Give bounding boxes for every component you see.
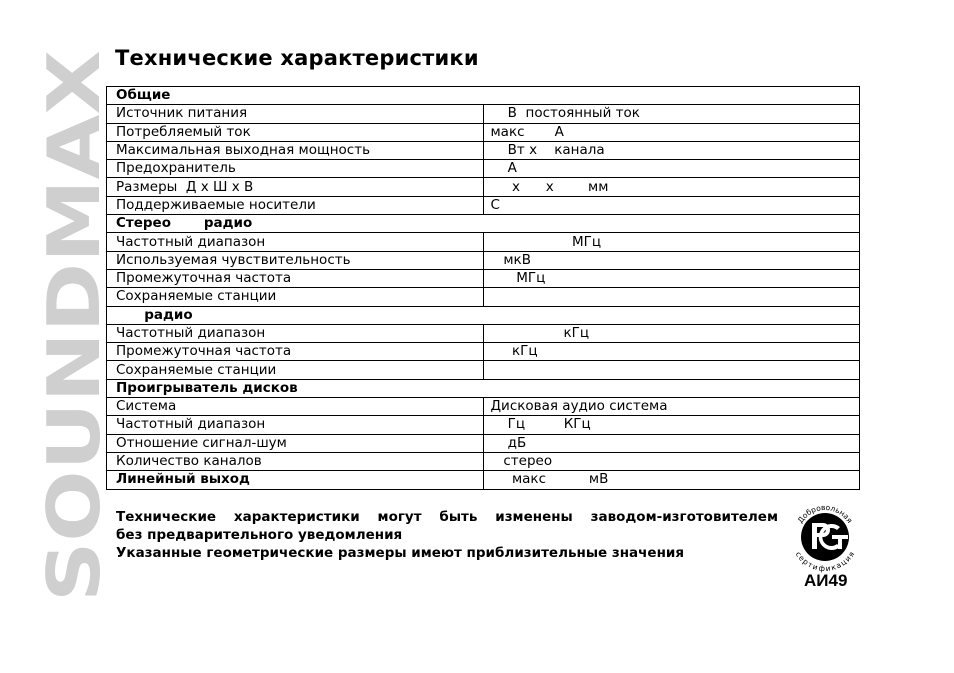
table-row (107, 233, 860, 251)
spec-label: Система (107, 398, 484, 416)
table-row (107, 269, 860, 287)
spec-label: Промежуточная частота (107, 343, 484, 361)
cert-code: АИ49 (804, 571, 848, 590)
page-title: Технические характеристики (115, 46, 479, 70)
spec-label: Промежуточная частота (107, 269, 484, 287)
spec-value: В постоянный ток (483, 105, 860, 123)
section-header-disc-player (107, 379, 860, 397)
table-row (107, 196, 860, 214)
spec-label: Максимальная выходная мощность (107, 141, 484, 159)
section-header-general (107, 87, 860, 105)
spec-value: макс А (483, 123, 860, 141)
table-row (107, 398, 860, 416)
table-row (107, 324, 860, 342)
table-row (107, 361, 860, 379)
section-title: Проигрыватель дисков (107, 379, 860, 397)
spec-value: С (483, 196, 860, 214)
spec-value: дБ (483, 434, 860, 452)
spec-label: Размеры Д х Ш х В (107, 178, 484, 196)
spec-label: Предохранитель (107, 160, 484, 178)
spec-value: мкВ (483, 251, 860, 269)
spec-label: Частотный диапазон (107, 416, 484, 434)
spec-value: стерео (483, 452, 860, 470)
section-title: Общие (107, 87, 860, 105)
table-row (107, 416, 860, 434)
spec-value: МГц (483, 233, 860, 251)
spec-label: Отношение сигнал-шум (107, 434, 484, 452)
section-title: радио (107, 306, 860, 324)
table-row (107, 288, 860, 306)
spec-label: Сохраняемые станции (107, 288, 484, 306)
spec-value: макс мВ (483, 471, 860, 489)
table-row (107, 123, 860, 141)
spec-value: кГц (483, 343, 860, 361)
spec-label: Используемая чувствительность (107, 251, 484, 269)
cert-top-text: Добровольная (795, 503, 855, 525)
note-line: Технические характеристики могут быть изменены заводом-изготовителем (116, 509, 778, 525)
notes (116, 508, 778, 562)
table-row-line-out (107, 471, 860, 489)
spec-value: кГц (483, 324, 860, 342)
spec-label: Сохраняемые станции (107, 361, 484, 379)
spec-value (483, 288, 860, 306)
spec-value: х х мм (483, 178, 860, 196)
table-row (107, 141, 860, 159)
spec-label: Источник питания (107, 105, 484, 123)
cert-bottom-text: сертификация (793, 549, 857, 574)
spec-value: МГц (483, 269, 860, 287)
spec-label: Линейный выход (107, 471, 484, 489)
spec-label: Частотный диапазон (107, 324, 484, 342)
table-row (107, 452, 860, 470)
section-header-fm-radio (107, 215, 860, 233)
soundmax-logo (32, 50, 116, 602)
spec-value (483, 361, 860, 379)
soundmax-logo-text: SOUNDMAX (32, 127, 116, 602)
spec-label: Потребляемый ток (107, 123, 484, 141)
spec-label: Частотный диапазон (107, 233, 484, 251)
spec-value: Гц КГц (483, 416, 860, 434)
spec-table (106, 86, 860, 490)
note-line: Указанные геометрические размеры имеют приблизительные значения (116, 545, 685, 561)
table-row (107, 343, 860, 361)
spec-value: Вт х канала (483, 141, 860, 159)
table-row (107, 160, 860, 178)
table-row (107, 105, 860, 123)
table-row (107, 178, 860, 196)
table-row (107, 251, 860, 269)
section-title: Стерео радио (107, 215, 860, 233)
spec-label: Поддерживаемые носители (107, 196, 484, 214)
spec-value: Дисковая аудио система (483, 398, 860, 416)
spec-label: Количество каналов (107, 452, 484, 470)
spec-value: А (483, 160, 860, 178)
table-row (107, 434, 860, 452)
note-line: без предварительного уведомления (116, 527, 403, 543)
section-header-am-radio (107, 306, 860, 324)
